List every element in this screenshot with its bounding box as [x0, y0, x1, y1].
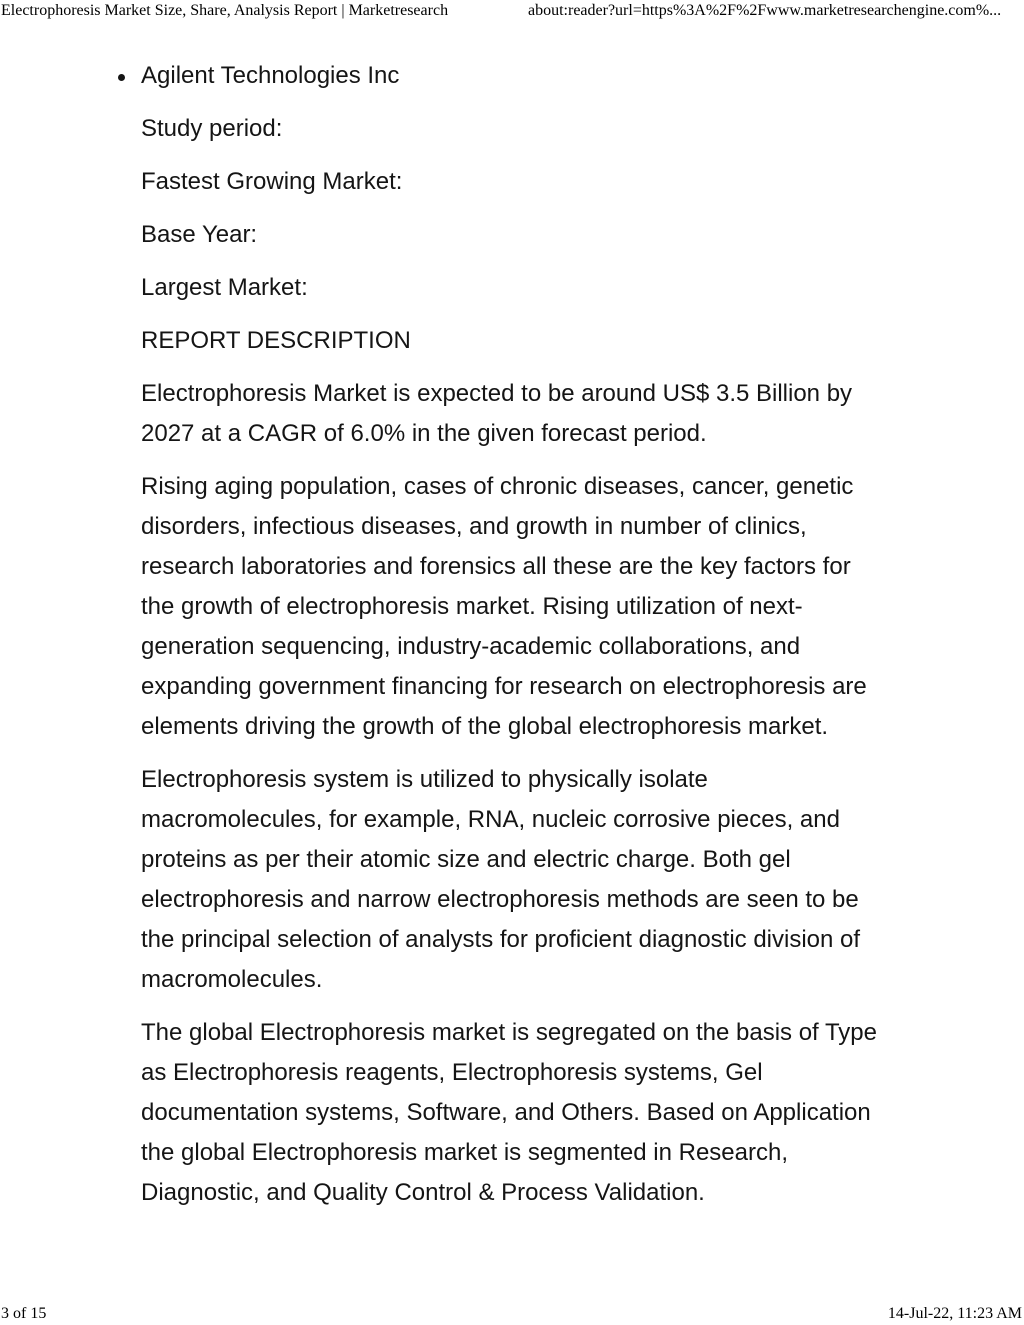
print-footer — [0, 1303, 1024, 1325]
paragraph-growth-factors: Rising aging population, cases of chronic diseases, cancer, genetic disorders, infectious diseases, and growth in number of clinics, research laboratories and forensics all these are the key factors for the growth of electrophoresis market. Rising utilization of next-generation sequencing, industry-academic collaborations, and expanding government financing for research on electrophoresis are elements driving the growth of the global electrophoresis market. — [141, 473, 867, 740]
page-count: 3 of 15 — [1, 1305, 47, 1322]
section-heading: REPORT DESCRIPTION — [141, 327, 411, 354]
print-header — [0, 0, 1024, 24]
field-largest-market: Largest Market: — [141, 274, 308, 301]
paragraph-segmentation: The global Electrophoresis market is segregated on the basis of Type as Electrophoresis reagents, Electrophoresis systems, Gel documentation systems, Software, and Others. Based on Application the global Electrophoresis market is segmented in Research, Diagnostic, and Quality Control & Process Validation. — [141, 1019, 877, 1206]
field-base-year: Base Year: — [141, 221, 258, 248]
paragraph-market-forecast: Electrophoresis Market is expected to be around US$ 3.5 Billion by 2027 at a CAGR of 6.0% in the given forecast period. — [141, 380, 853, 447]
print-timestamp: 14-Jul-22, 11:23 AM — [887, 1305, 1022, 1322]
page-title: Electrophoresis Market Size, Share, Analysis Report | Marketresearch — [1, 2, 449, 19]
field-study-period: Study period: — [141, 115, 283, 142]
paragraph-system-description: Electrophoresis system is utilized to physically isolate macromolecules, for example, RNA, nucleic corrosive pieces, and proteins as per their atomic size and electric charge. Both gel electrophoresis and narrow electrophoresis methods are seen to be the principal selection of analysts for proficient diagnostic division of macromolecules. — [141, 766, 861, 993]
company-list — [141, 56, 881, 96]
reader-article — [141, 56, 881, 1226]
list-item-company: Agilent Technologies Inc — [141, 56, 881, 96]
field-fastest-growing-market: Fastest Growing Market: — [141, 168, 403, 195]
page-url: about:reader?url=https%3A%2F%2Fwww.marketresearchengine.com%... — [528, 2, 1002, 19]
